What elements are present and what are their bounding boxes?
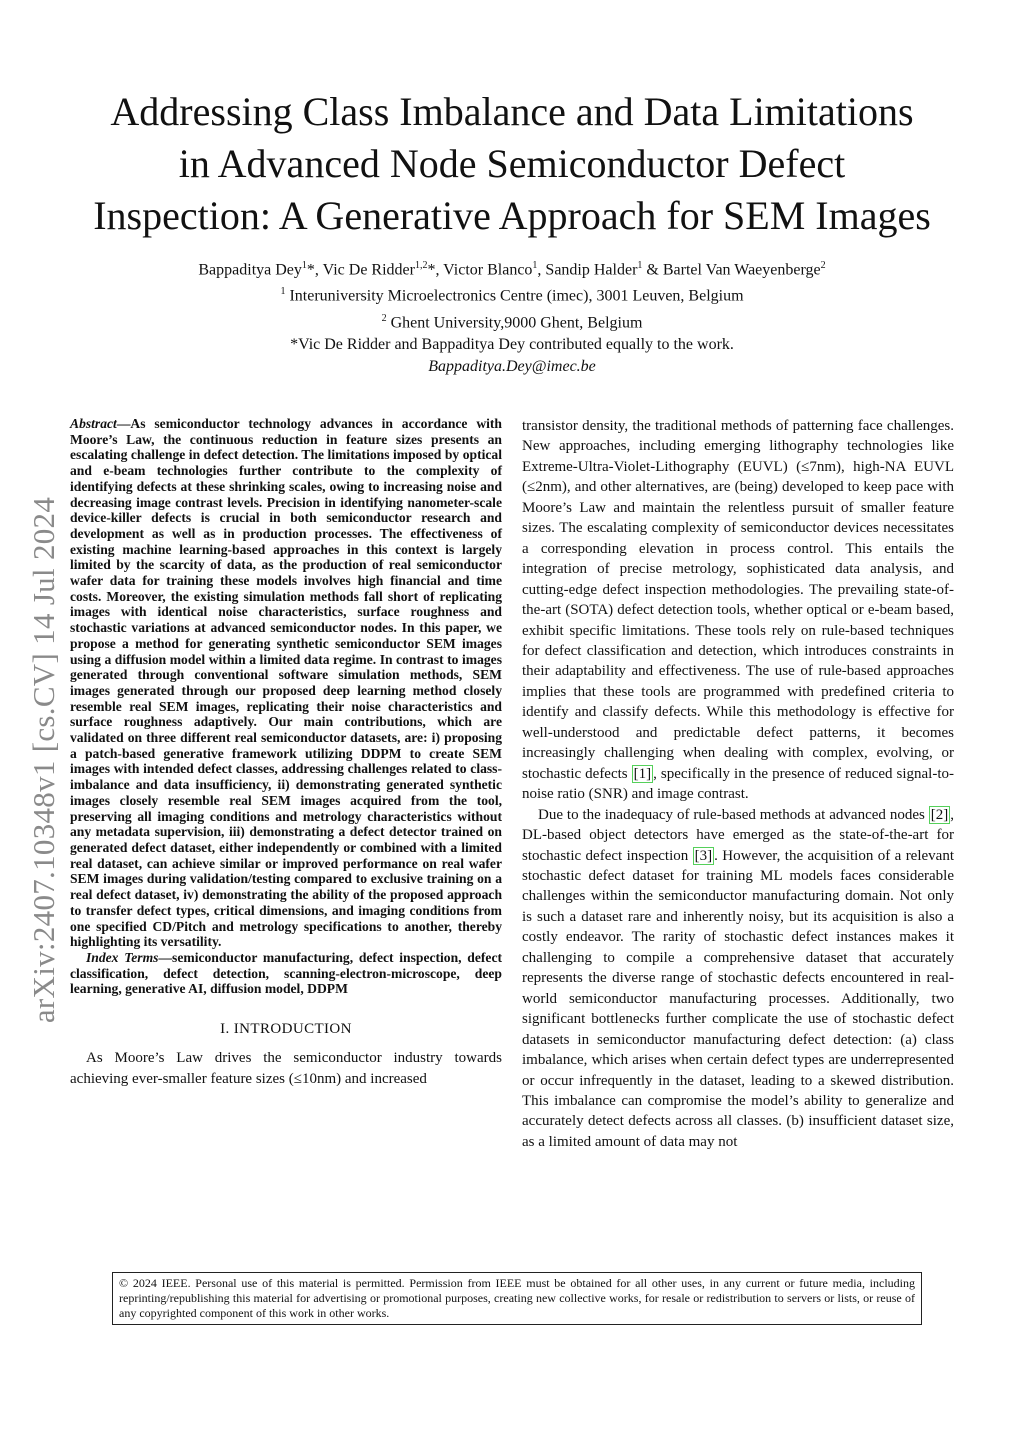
equal-contribution-note: *Vic De Ridder and Bappaditya Dey contributed equally to the work. <box>290 335 734 353</box>
author-name: , Sandip Halder <box>537 261 638 279</box>
affil-mark: 1 <box>280 286 286 298</box>
paragraph-text: , DL-based object detectors have emerged as the state-of-the-art for stochastic defect inspection <box>522 806 954 864</box>
affil-text: Ghent University,9000 Ghent, Belgium <box>386 313 643 331</box>
arxiv-id: arXiv:2407.10348v1 [cs.CV] 14 Jul 2024 <box>26 496 61 1024</box>
paper-title <box>40 86 984 242</box>
affiliation-1 <box>40 281 984 307</box>
author-affil-mark: 2 <box>820 260 826 271</box>
abstract-text: —As semiconductor technology advances in accordance with Moore’s Law, the continuous reduction in feature sizes presents an escalating challenge in defect detection. The limitations imposed by optical and e-beam technologies further contribute to the complexity of identifying defects at these shrinking scales, owing to increasing noise and decreasing image contrast levels. Precision in identifying nanometer-scale device-killer defects is crucial in both semiconductor research and development as well as in production processes. The effectiveness of existing machine learning-based approaches in this context is largely limited by the scarcity of data, as the production of real semiconductor wafer data for training these models involves high financial and time costs. Moreover, the existing simulation methods fall short of replicating images with identical noise characteristics, surface roughness and stochastic variations at advanced semiconductor nodes. In this paper, we propose a method for generating synthetic semiconductor SEM images using a diffusion model within a limited data regime. In contrast to images generated through conventional software simulation methods, SEM images generated through our proposed deep learning method closely resemble real SEM images, replicating their noise characteristics and surface roughness adaptively. Our main contributions, which are validated on three different real semiconductor datasets, are: i) proposing a patch-based generative framework utilizing DDPM to create SEM images with intended defect classes, addressing challenges related to class-imbalance and data insufficiency, ii) demonstrating generated synthetic images closely resemble real SEM images acquired from the tool, preserving all imaging conditions and metrology characteristics without any metadata supervision, iii) demonstrating a defect detector trained on generated defect dataset, either independently or combined with a limited real dataset, can achieve similar or improved performance on real wafer SEM images during validation/testing compared to exclusive training on a real defect dataset, iv) demonstrating the ability of the proposed approach to transfer defect types, critical dimensions, and imaging conditions from one specified CD/Pitch and metrology specifications to another, thereby highlighting its versatility. <box>70 416 502 950</box>
author-affil-mark: 1 <box>637 260 643 271</box>
author-affil-mark: 1 <box>532 260 538 271</box>
citation-link[interactable]: [3] <box>694 847 713 864</box>
citation-link[interactable]: [1] <box>633 765 652 782</box>
index-terms-text: —semiconductor manufacturing, defect inspection, defect classification, defect detection, scanning-electron-microscope, deep learning, generative AI, diffusion model, DDPM <box>70 949 503 997</box>
paragraph-text: . However, the acquisition of a relevant stochastic defect dataset for training ML models faces considerable challenges within the semiconductor manufacturing domain. Not only is such a dataset rare and inherently noisy, but its acquisition is also a costly endeavor. The rarity of stochastic defect instances makes it challenging to compile a comprehensive dataset that accurately represents the diverse range of stochastic defects encountered in real-world semiconductor manufacturing processes. Additionally, two significant bottlenecks further complicate the use of stochastic defect datasets in semiconductor manufacturing defect detection: (a) class imbalance, which arises when certain defect types are underrepresented or occur infrequently in the dataset, leading to a skewed distribution. This imbalance can compromise the model’s ability to generalize and accurately detect defects across all classes. (b) insufficient dataset size, as a limited amount of data may not <box>522 847 954 1150</box>
paragraph-text: Due to the inadequacy of rule-based methods at advanced nodes <box>538 806 929 823</box>
author-affil-mark: 1,2 <box>414 260 428 271</box>
body-paragraph <box>522 416 954 805</box>
section-heading: I. INTRODUCTION <box>220 1021 352 1038</box>
author-name: *, Victor Blanco <box>427 261 533 279</box>
title-line: Addressing Class Imbalance and Data Limitations <box>110 89 914 134</box>
author-name: *, Vic De Ridder <box>306 261 415 279</box>
affil-text: Interuniversity Microelectronics Centre (imec), 3001 Leuven, Belgium <box>285 287 744 305</box>
affiliation-2 <box>40 308 984 334</box>
contact-email[interactable]: Bappaditya.Dey@imec.be <box>428 357 596 375</box>
paragraph-text: , specifically in the presence of reduced signal-to-noise ratio (SNR) and image contrast. <box>522 765 955 803</box>
author-name: & Bartel Van Waeyenberge <box>642 261 821 279</box>
author-list <box>40 255 984 281</box>
author-affil-mark: 1 <box>301 260 307 271</box>
citation-link[interactable]: [2] <box>930 806 949 823</box>
title-line: in Advanced Node Semiconductor Defect <box>178 141 846 186</box>
index-terms <box>70 950 502 997</box>
body-paragraph <box>522 805 954 1153</box>
title-line: Inspection: A Generative Approach for SEM Images <box>93 193 931 238</box>
left-column <box>70 416 502 1089</box>
author-name: Bappaditya Dey <box>198 261 302 279</box>
arxiv-stamp <box>14 460 74 1060</box>
abstract-label: Abstract <box>70 416 117 431</box>
copyright-notice: © 2024 IEEE. Personal use of this material is permitted. Permission from IEEE must be obtained for all other uses, in any current or future media, including reprinting/republishing this material for advertising or promotional purposes, creating new collective works, for resale or redistribution to servers or lists, or reuse of any copyrighted component of this work in other works. <box>112 1272 922 1325</box>
index-terms-label: Index Terms <box>86 949 159 965</box>
affil-mark: 2 <box>381 312 387 324</box>
author-block <box>40 255 984 378</box>
abstract <box>70 416 502 950</box>
intro-paragraph: As Moore’s Law drives the semiconductor industry towards achieving ever-smaller feature sizes (≤10nm) and increased <box>70 1050 502 1087</box>
paragraph-text: transistor density, the traditional methods of patterning face challenges. New approaches, including emerging lithography technologies like Extreme-Ultra-Violet-Lithography (EUVL) (≤7nm), high-NA EUVL (≤2nm), and other alternatives, are (being) developed to keep pace with Moore’s Law and maintain the relentless pursuit of smaller feature sizes. The escalating complexity of semiconductor devices necessitates a corresponding elevation in process control. This entails the integration of precise metrology, sophisticated data analysis, and cutting-edge defect inspection methodologies. The prevailing state-of-the-art (SOTA) defect detection tools, whether optical or e-beam based, exhibit specific limitations. These tools rely on rule-based techniques for defect classification and detection, which introduces constraints in their adaptability and effectiveness. The use of rule-based approaches implies that these tools are programmed with predefined criteria to identify and classify defects. While this methodology is effective for well-understood and predictable defect patterns, it becomes increasingly challenging when dealing with complex, evolving, or stochastic defects <box>522 418 954 782</box>
right-column <box>522 416 954 1152</box>
